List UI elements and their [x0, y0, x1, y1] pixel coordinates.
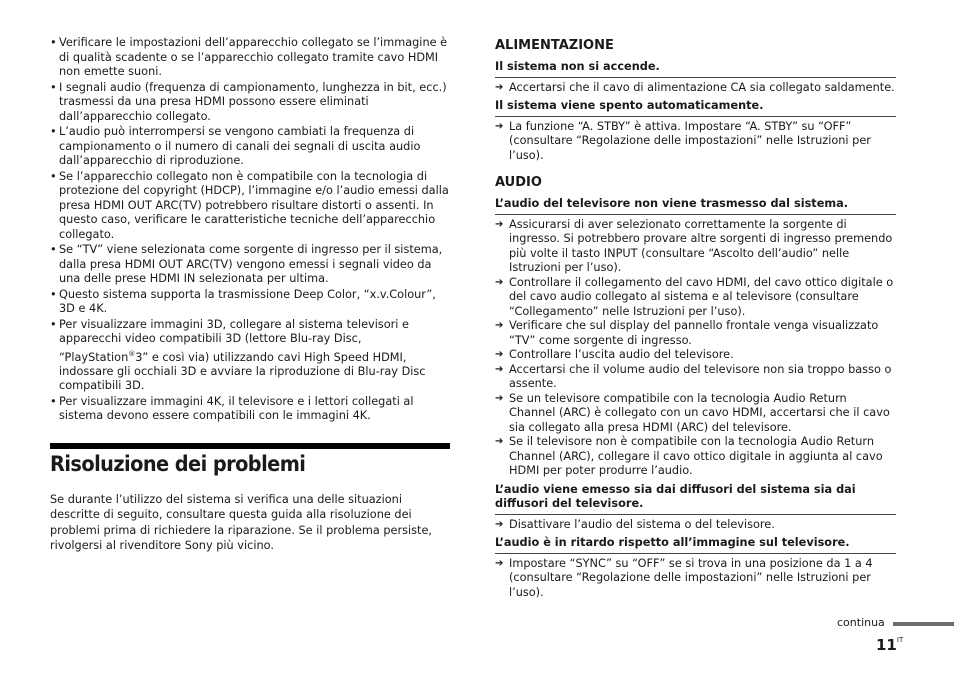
continued-label: continua	[837, 616, 885, 629]
arrow-right-icon: ➔	[495, 392, 504, 404]
problem-heading: L’audio del televisore non viene trasmesso dal sistema.	[495, 197, 896, 215]
solution-text: Verificare che sul display del pannello frontale venga visualizzato “TV” come sorgente di ingresso.	[509, 319, 879, 347]
registered-mark: ®	[128, 349, 136, 358]
problem-heading: L’audio è in ritardo rispetto all’immagine sul televisore.	[495, 536, 896, 554]
list-item: • Questo sistema supporta la trasmissione Deep Color, “x.v.Colour”, 3D e 4K.	[50, 288, 450, 317]
solution-item	[495, 120, 896, 164]
right-column	[495, 36, 896, 604]
list-item: • Verificare le impostazioni dell’apparecchio collegato se l’immagine è di qualità scadente o se l’apparecchio collegato tramite cavo HDMI non emette suoni.	[50, 36, 450, 80]
solution-item	[495, 276, 896, 320]
section-title: Risoluzione dei problemi	[50, 452, 306, 476]
solution-text: Controllare l’uscita audio del televisore.	[509, 348, 734, 361]
arrow-right-icon: ➔	[495, 276, 504, 288]
solution-text: Se un televisore compatibile con la tecnologia Audio Return Channel (ARC) è collegato con un cavo HDMI, accertarsi che il cavo sia collegato alla presa HDMI (ARC) del televisore.	[509, 391, 890, 434]
page-language-code: IT	[896, 636, 904, 644]
arrow-right-icon: ➔	[495, 349, 504, 360]
solution-text: Assicurarsi di aver selezionato correttamente la sorgente di ingresso. Si potrebbero provare altre sorgenti di ingresso premendo più volte il tasto INPUT (consultare “Ascolto dell’audio” nelle Istruzioni per l’uso).	[509, 217, 893, 274]
solution-item	[495, 557, 896, 601]
solution-text: La funzione “A. STBY” è attiva. Impostare “A. STBY” su “OFF” (consultare “Regolazione delle impostazioni” nelle Istruzioni per l’uso).	[509, 119, 871, 162]
solution-text: Se il televisore non è compatibile con la tecnologia Audio Return Channel (ARC), collegare il cavo ottico digitale in aggiunta al cavo HDMI per poter produrre l’audio.	[509, 435, 883, 477]
list-item: • Per visualizzare immagini 4K, il televisore e i lettori collegati al sistema devono essere compatibili con le immagini 4K.	[50, 395, 450, 424]
problem-heading: Il sistema viene spento automaticamente.	[495, 99, 896, 117]
solution-item	[495, 392, 896, 436]
problem-group	[495, 197, 896, 479]
arrow-right-icon: ➔	[495, 436, 504, 447]
arrow-right-icon: ➔	[495, 518, 504, 530]
problem-heading: L’audio viene emesso sia dai diffusori del sistema sia dai diffusori del televisore.	[495, 483, 896, 515]
arrow-right-icon: ➔	[495, 120, 504, 132]
category-heading-power: ALIMENTAZIONE	[495, 38, 614, 53]
problem-group	[495, 99, 896, 163]
list-item-3d	[50, 318, 450, 394]
solution-text: Accertarsi che il cavo di alimentazione CA sia collegato saldamente.	[509, 80, 895, 94]
list-item-3d-part1: Per visualizzare immagini 3D, collegare al sistema televisori e apparecchi video compatibili 3D (lettore Blu-ray Disc, “PlayStation	[59, 317, 409, 364]
arrow-right-icon: ➔	[495, 218, 504, 230]
list-item: • I segnali audio (frequenza di campionamento, lunghezza in bit, ecc.) trasmessi da una presa HDMI possono essere eliminati dall’apparecchio collegato.	[50, 81, 450, 125]
solution-item	[495, 518, 896, 533]
solution-item	[495, 363, 896, 392]
solution-item	[495, 81, 896, 96]
list-item: • Se “TV” viene selezionata come sorgente di ingresso per il sistema, dalla presa HDMI OUT ARC(TV) vengono emessi i segnali video da una delle prese HDMI IN selezionata per ultima.	[50, 243, 450, 287]
arrow-right-icon: ➔	[495, 557, 504, 569]
page-number	[876, 636, 903, 654]
problem-heading: Il sistema non si accende.	[495, 60, 896, 78]
solution-item	[495, 348, 896, 363]
problem-group	[495, 483, 896, 533]
arrow-right-icon: ➔	[495, 363, 504, 375]
list-item: • L’audio può interrompersi se vengono cambiati la frequenza di campionamento o il numero di canali dei segnali di uscita audio dall’apparecchio di riproduzione.	[50, 125, 450, 169]
list-item: • Se l’apparecchio collegato non è compatibile con la tecnologia di protezione del copyright (HDCP), l’immagine e/o l’audio emessi dalla presa HDMI OUT ARC(TV) potrebbero risultare distorti o assenti. In questo caso, verificare le caratteristiche tecniche dell’apparecchio collegato.	[50, 170, 450, 243]
notes-list	[50, 36, 450, 424]
problem-group	[495, 536, 896, 600]
left-column	[50, 36, 450, 425]
arrow-right-icon: ➔	[495, 320, 504, 331]
solution-item	[495, 319, 896, 348]
category-heading-audio: AUDIO	[495, 175, 542, 190]
solution-text: Controllare il collegamento del cavo HDMI, del cavo ottico digitale o del cavo audio collegato al sistema e al televisore (consultare “Collegamento” nelle Istruzioni per l’uso).	[509, 275, 894, 318]
intro-paragraph: Se durante l’utilizzo del sistema si verifica una delle situazioni descritte di seguito, consultare questa guida alla risoluzione dei problemi prima di richiedere la riparazione. Se il problema persiste, rivolgersi al rivenditore Sony più vicino.	[50, 493, 432, 552]
solution-text: Impostare “SYNC” su “OFF” se si trova in una posizione da 1 a 4 (consultare “Regolazione delle impostazioni” nelle Istruzioni per l’uso).	[509, 556, 873, 599]
solution-item	[495, 218, 896, 276]
list-item-3d-part2: 3” e così via) utilizzando cavi High Speed HDMI, indossare gli occhiali 3D e avviare la riproduzione di Blu-ray Disc compatibili 3D.	[59, 350, 426, 393]
solution-item	[495, 435, 896, 479]
continued-bar	[893, 622, 954, 626]
solution-text: Accertarsi che il volume audio del televisore non sia troppo basso o assente.	[509, 362, 892, 390]
page-number-value: 11	[876, 636, 897, 654]
arrow-right-icon: ➔	[495, 81, 504, 93]
section-divider-bar	[50, 443, 450, 449]
problem-group	[495, 60, 896, 95]
solution-text: Disattivare l’audio del sistema o del televisore.	[509, 517, 775, 531]
